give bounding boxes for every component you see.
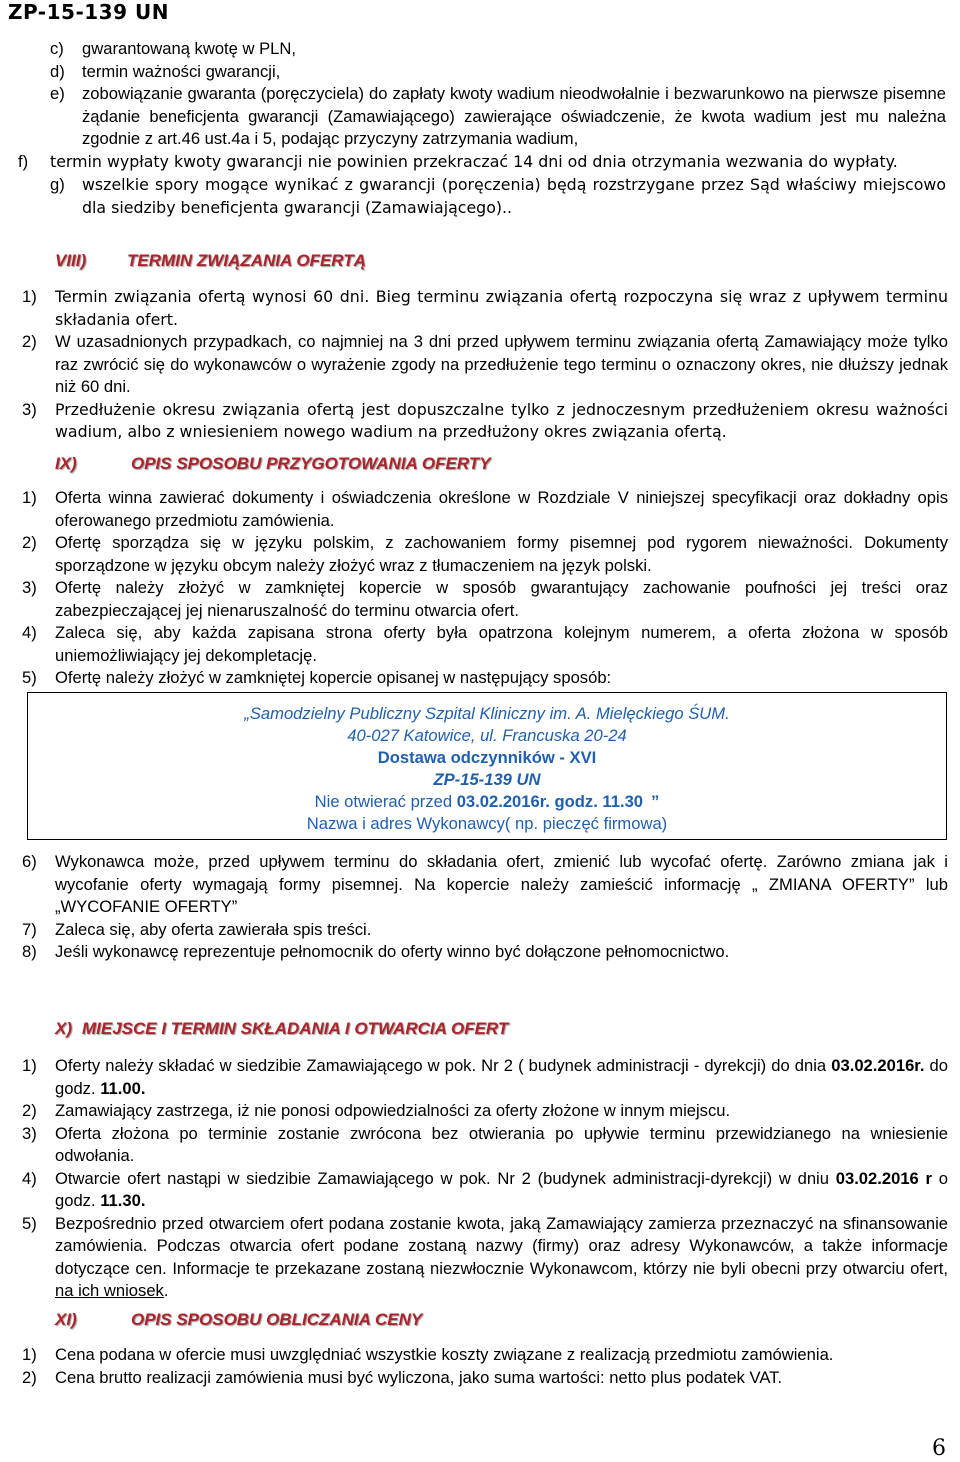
list-marker: 3)	[22, 1123, 37, 1143]
list-text: wszelkie spory mogące wynikać z gwarancji (poręczenia) będą rozstrzygane przez Sąd właściwy miejscowo dla siedziby beneficjenta gwarancji (Zamawiającego)..	[82, 175, 946, 217]
list-marker: 5)	[22, 668, 37, 687]
list-marker: 3)	[22, 578, 37, 597]
envelope-do-not-open-prefix: Nie otwierać przed	[314, 792, 457, 811]
list-text: Ofertę należy złożyć w zamkniętej kopercie w sposób gwarantujący zachowanie poufności jej treści oraz zabezpieczającej jej nienaruszalność do terminu otwarcia ofert.	[55, 578, 948, 620]
list-marker: 6)	[22, 852, 37, 871]
opening-time: 11.30.	[100, 1191, 146, 1210]
item-text: .	[163, 1281, 169, 1300]
list-item	[0, 532, 960, 577]
list-item	[0, 331, 960, 399]
section-title: OPIS SPOSOBU PRZYGOTOWANIA OFERTY	[131, 454, 491, 473]
list-text: Ofertę sporządza się w języku polskim, z zachowaniem formy pisemnej pod rygorem nieważności. Dokumenty sporządzone w języku obcym należy złożyć wraz z tłumaczeniem na język polski.	[55, 533, 948, 575]
list-text: Zamawiający zastrzega, iż nie ponosi odpowiedzialności za oferty złożone w innym miejscu.	[55, 1101, 731, 1120]
list-text	[55, 1168, 948, 1213]
list-item	[0, 1168, 960, 1213]
list-item	[0, 1100, 960, 1123]
list-marker: c)	[50, 39, 64, 58]
list-item	[0, 399, 960, 444]
item-text: o godz.	[55, 1168, 948, 1210]
list-item	[0, 941, 960, 964]
deadline-time: 11.00.	[100, 1078, 146, 1098]
list-item	[0, 1213, 960, 1303]
list-marker: 7)	[22, 919, 37, 939]
section-xi-list	[0, 1344, 960, 1389]
section-viii-list	[0, 286, 960, 444]
list-item	[0, 286, 960, 331]
list-marker: 4)	[22, 623, 37, 642]
list-text: zobowiązanie gwaranta (poręczyciela) do zapłaty kwoty wadium nieodwołalnie i bezwarunkowo na pierwsze pisemne żądanie beneficjenta gwarancji (Zamawiającego) zawierające oświadczenie, że kwota wadium jest mu należna zgodnie z art.46 ust.4a i 5, podając przyczyny zatrzymania wadium,	[82, 84, 946, 148]
document-code: ZP-15-139 UN	[8, 0, 169, 24]
section-heading-viii	[55, 251, 366, 271]
item-text: Otwarcie ofert nastąpi w siedzibie Zamawiającego w pok. Nr 2 (budynek administracji-dyrekcji) w dniu	[55, 1168, 836, 1188]
list-text: Cena podana w ofercie musi uwzględniać wszystkie koszty związane z realizacją przedmiotu zamówienia.	[55, 1345, 834, 1364]
opening-date: 03.02.2016 r	[835, 1168, 932, 1188]
list-marker: 1)	[22, 488, 37, 507]
list-item	[0, 38, 960, 61]
envelope-open-date: 03.02.2016r. godz. 11.30	[456, 792, 644, 811]
list-text: Wykonawca może, przed upływem terminu do składania ofert, zmienić lub wycofać ofertę. Zarówno zmiana jak i wycofanie oferty wymagają formy pisemnej. Na kopercie należy zamieścić informację „ ZMIANA OFERTY” lub „WYCOFANIE OFERTY”	[55, 852, 948, 916]
section-title: TERMIN ZWIĄZANIA OFERTĄ	[127, 251, 366, 270]
list-marker: 2)	[22, 332, 37, 351]
list-item	[0, 919, 960, 942]
section-number: IX)	[55, 454, 77, 473]
list-item	[0, 61, 960, 84]
section-x-list	[0, 1055, 960, 1303]
list-text: Oferta winna zawierać dokumenty i oświadczenia określone w Rozdziale V niniejszej specyfikacji oraz dokładny opis oferowanego przedmiotu zamówienia.	[55, 488, 948, 530]
list-text: Termin związania ofertą wynosi 60 dni. Bieg terminu związania ofertą rozpoczyna się wraz z upływem terminu składania ofert.	[55, 287, 948, 329]
list-marker: 3)	[22, 399, 37, 419]
list-text: gwarantowaną kwotę w PLN,	[82, 39, 296, 58]
envelope-label-box	[27, 692, 947, 840]
list-marker: 4)	[22, 1168, 37, 1188]
envelope-case-number: ZP-15-139 UN	[433, 770, 541, 789]
list-item	[0, 622, 960, 667]
list-marker: 1)	[22, 1056, 37, 1075]
list-item	[0, 1344, 960, 1367]
envelope-quote-mark: ”	[651, 792, 660, 811]
list-text: W uzasadnionych przypadkach, co najmniej na 3 dni przed upływem terminu związania ofertą Zamawiający może tylko raz zwrócić się do wykonawców o wyrażenie zgody na przedłużenie tego terminu o oznaczony okres, nie dłuższy jednak niż 60 dni.	[55, 332, 948, 396]
list-item	[0, 667, 960, 690]
section-title: OPIS SPOSOBU OBLICZANIA CENY	[131, 1310, 423, 1329]
list-marker: 2)	[22, 1367, 37, 1387]
list-item	[0, 1123, 960, 1168]
section-number: VIII)	[55, 251, 87, 270]
list-text: Zaleca się, aby oferta zawierała spis treści.	[55, 919, 372, 939]
list-marker: 2)	[22, 533, 37, 552]
list-item	[0, 1055, 960, 1100]
list-marker: f)	[18, 151, 29, 171]
list-text: Jeśli wykonawcę reprezentuje pełnomocnik do oferty winno być dołączone pełnomocnictwo.	[55, 942, 730, 961]
item-text: Bezpośrednio przed otwarciem ofert podana zostanie kwota, jaką Zamawiający zamierza przeznaczyć na sfinansowanie zamówienia. Podczas otwarcia ofert podane zostaną nazwy (firmy) oraz adresy Wykonawców, a także informacje dotyczące cen. Informacje te przekazane zostaną niezwłocznie Wykonawcom, którzy nie byli obecni przy otwarciu ofert,	[55, 1213, 948, 1278]
envelope-contractor-field: Nazwa i adres Wykonawcy( np. pieczęć firmowa)	[306, 814, 668, 833]
list-item	[0, 83, 960, 151]
list-item	[0, 487, 960, 532]
list-text: Ofertę należy złożyć w zamkniętej kopercie opisanej w następujący sposób:	[55, 668, 612, 687]
underlined-text: na ich wniosek	[55, 1281, 164, 1300]
list-text: Oferta złożona po terminie zostanie zwrócona bez otwierania po upływie terminu przewidzianego na wniesienie odwołania.	[55, 1123, 948, 1165]
deadline-date: 03.02.2016r.	[831, 1056, 925, 1075]
list-text	[55, 1055, 948, 1100]
item-text: do godz.	[55, 1056, 948, 1098]
list-marker: d)	[50, 61, 65, 81]
list-item	[0, 851, 960, 919]
list-marker: 1)	[22, 287, 37, 306]
envelope-recipient: „Samodzielny Publiczny Szpital Kliniczny im. A. Mielęckiego ŚUM.	[244, 704, 730, 723]
list-text: termin ważności gwarancji,	[82, 61, 281, 81]
section-heading-ix	[55, 454, 491, 474]
section-heading-x	[55, 1019, 509, 1039]
section-ix-list	[0, 487, 960, 690]
list-marker: 2)	[22, 1101, 37, 1120]
list-marker: 5)	[22, 1213, 37, 1233]
list-marker: e)	[50, 84, 65, 103]
list-marker: g)	[50, 175, 65, 194]
guarantee-list	[0, 38, 960, 219]
list-text: Cena brutto realizacji zamówienia musi być wyliczona, jako suma wartości: netto plus podatek VAT.	[55, 1367, 783, 1387]
list-text: Zaleca się, aby każda zapisana strona oferty była opatrzona kolejnym numerem, a oferta złożona w sposób uniemożliwiający jej dekompletację.	[55, 623, 948, 665]
envelope-subject: Dostawa odczynników - XVI	[377, 748, 597, 767]
list-marker: 1)	[22, 1345, 37, 1364]
section-heading-xi	[55, 1310, 423, 1330]
section-number: XI)	[55, 1310, 77, 1329]
list-text	[55, 1213, 948, 1303]
list-item	[0, 174, 960, 219]
section-number: X)	[55, 1019, 72, 1038]
envelope-do-not-open	[28, 791, 946, 813]
section-ix-list-continued	[0, 851, 960, 964]
page-number: 6	[932, 1436, 946, 1461]
list-marker: 8)	[22, 942, 37, 961]
list-item	[0, 1367, 960, 1390]
list-text: Przedłużenie okresu związania ofertą jest dopuszczalne tylko z jednoczesnym przedłużeniem okresu ważności wadium, albo z wniesieniem nowego wadium na przedłużony okres związania ofertą.	[55, 399, 948, 441]
envelope-address: 40-027 Katowice, ul. Francuska 20-24	[347, 726, 627, 745]
list-item	[0, 577, 960, 622]
section-title: MIEJSCE I TERMIN SKŁADANIA I OTWARCIA OFERT	[82, 1019, 509, 1038]
list-text: termin wypłaty kwoty gwarancji nie powinien przekraczać 14 dni od dnia otrzymania wezwania do wypłaty.	[50, 151, 898, 171]
list-item	[0, 151, 960, 174]
item-text: Oferty należy składać w siedzibie Zamawiającego w pok. Nr 2 ( budynek administracji - dyrekcji) do dnia	[55, 1056, 832, 1075]
